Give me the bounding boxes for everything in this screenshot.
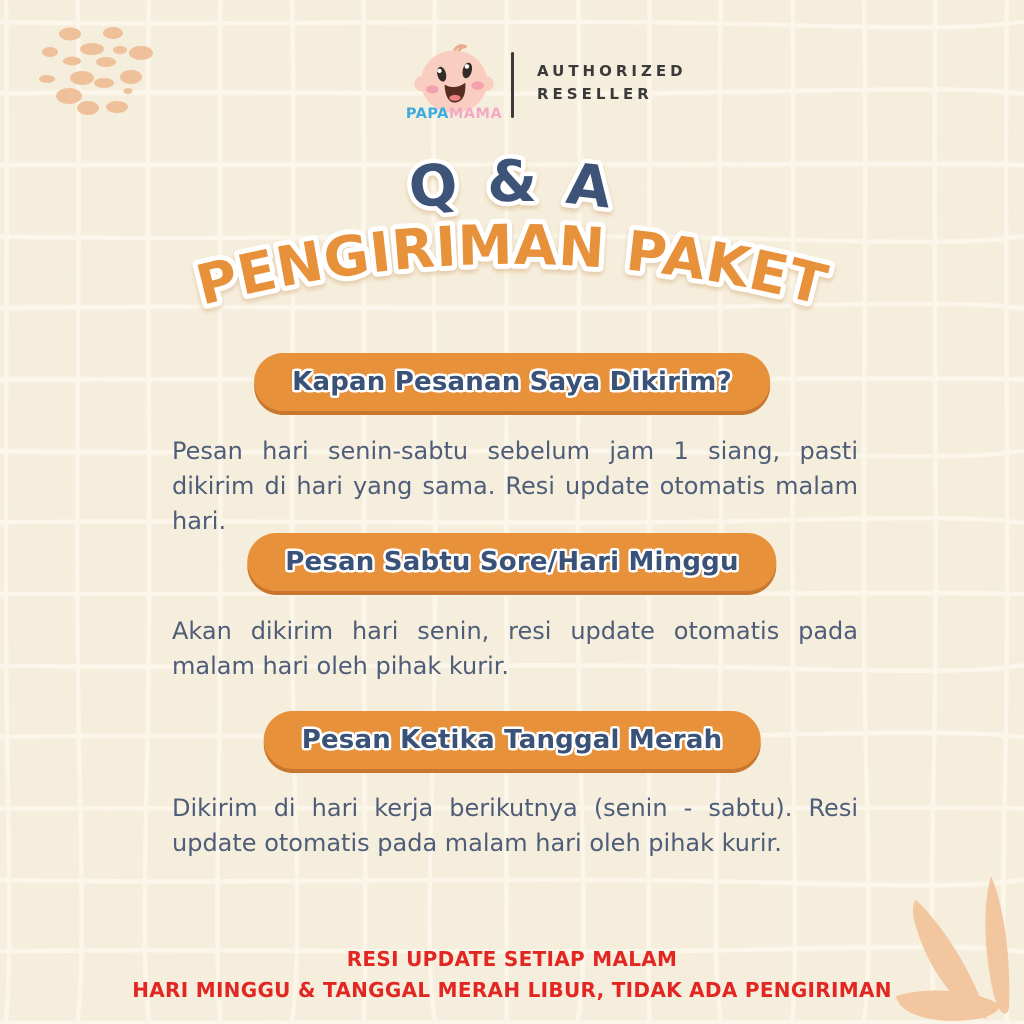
svg-text:Q & A bbox=[406, 149, 619, 222]
svg-text:PENGIRIMAN PAKET bbox=[190, 213, 834, 318]
footer-line1: RESI UPDATE SETIAP MALAM bbox=[346, 947, 678, 971]
baby-face-icon bbox=[406, 42, 502, 114]
authorized-line1: AUTHORIZED bbox=[537, 62, 687, 80]
qa-title: Q & A bbox=[405, 148, 619, 222]
authorized-line2: RESELLER bbox=[537, 85, 653, 103]
question-pill-1-label: Kapan Pesanan Saya Dikirim? bbox=[292, 367, 732, 397]
footer-line2: HARI MINGGU & TANGGAL MERAH LIBUR, TIDAK ADA PENGIRIMAN bbox=[132, 978, 892, 1002]
authorized-reseller-label bbox=[537, 60, 687, 106]
brand-papa: PAPA bbox=[405, 106, 449, 122]
header bbox=[0, 0, 1024, 140]
subtitle-pengiriman-paket: PENGIRIMAN PAKET bbox=[190, 212, 834, 318]
answer-1: Pesan hari senin-sabtu sebelum jam 1 siang, pasti dikirim di hari yang sama. Resi update otomatis malam hari. bbox=[172, 437, 858, 535]
answer-2: Akan dikirim hari senin, resi update otomatis pada malam hari oleh pihak kurir. bbox=[172, 617, 858, 680]
footer-notice bbox=[0, 944, 1024, 1006]
question-pill-2 bbox=[247, 533, 776, 591]
brand-mama: MAMA bbox=[448, 106, 503, 122]
question-pill-3 bbox=[264, 711, 761, 769]
question-pill-1 bbox=[254, 353, 770, 411]
answer-3: Dikirim di hari kerja berikutnya (senin - sabtu). Resi update otomatis pada malam hari oleh pihak kurir. bbox=[172, 794, 858, 857]
question-pill-2-label: Pesan Sabtu Sore/Hari Minggu bbox=[285, 547, 739, 577]
vertical-divider bbox=[511, 52, 514, 118]
question-pill-3-label: Pesan Ketika Tanggal Merah bbox=[301, 725, 723, 755]
brand-wordmark bbox=[402, 106, 506, 122]
